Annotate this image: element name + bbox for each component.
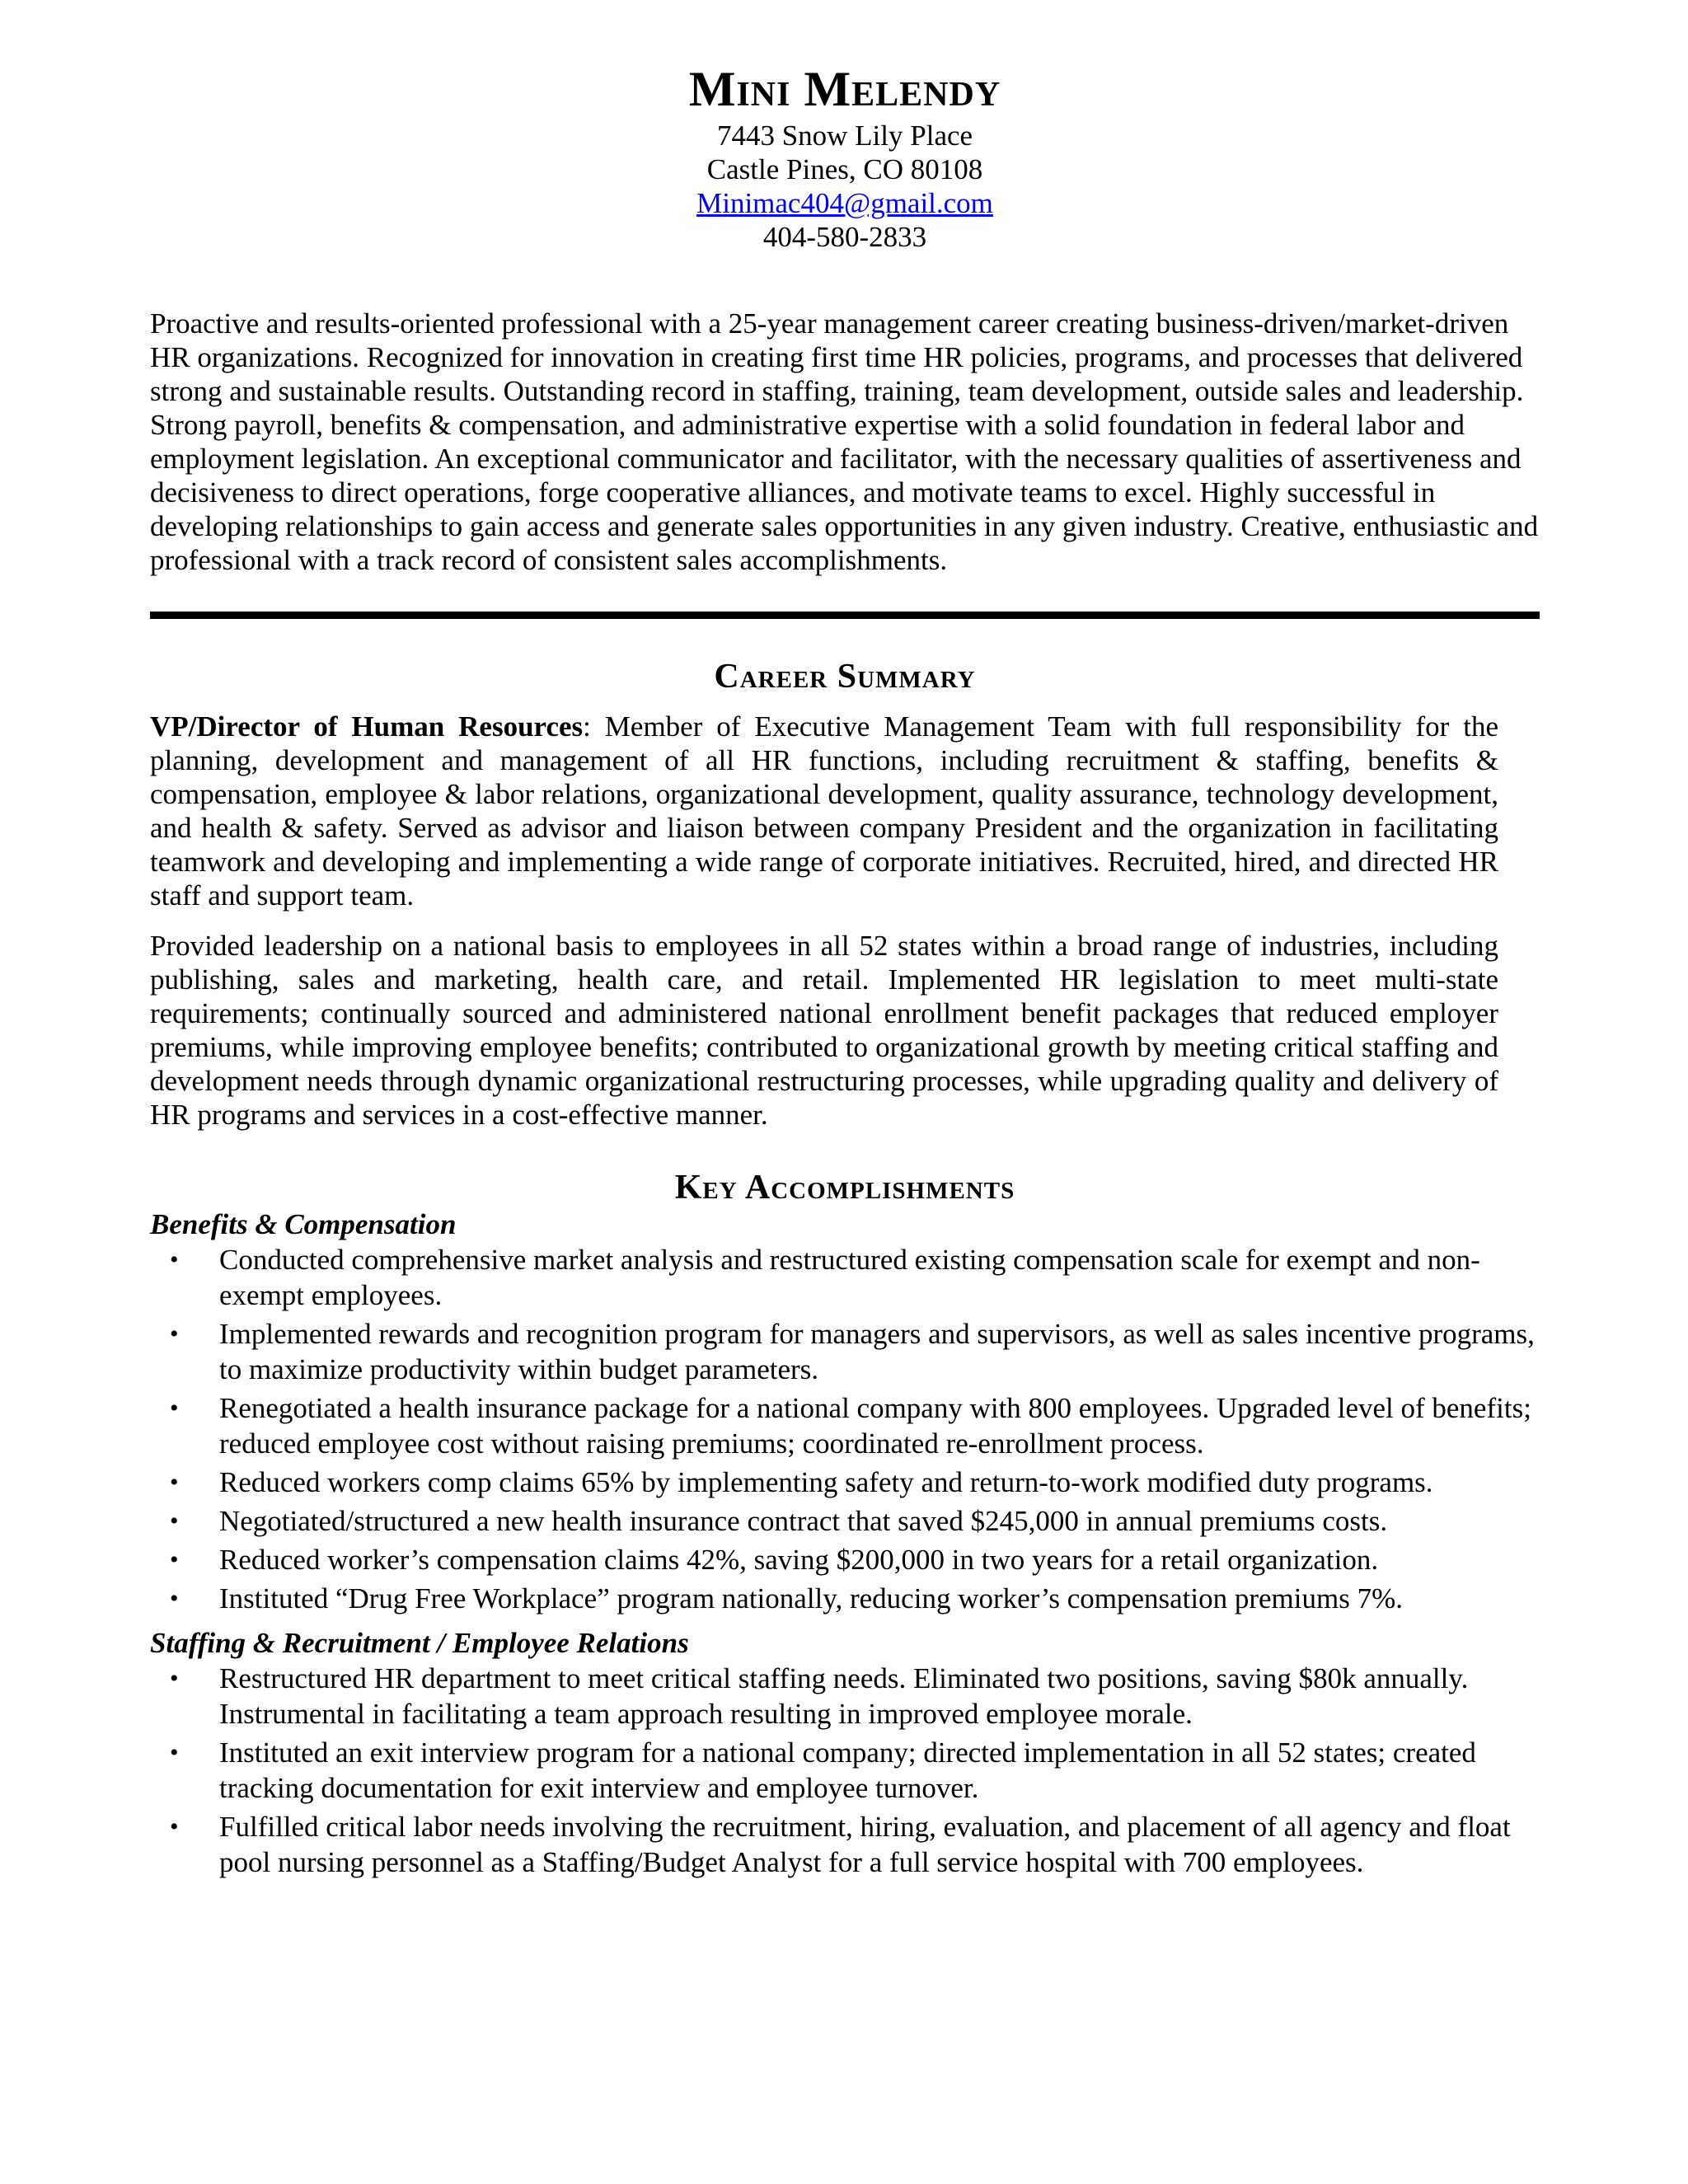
bullet-icon: •: [170, 1320, 179, 1347]
list-item-text: Renegotiated a health insurance package for a national company with 800 employees. Upgraded level of benefits; reduced employee cost without raising premiums; coordinated re-enrollment process.: [219, 1392, 1531, 1460]
key-accomplishments-heading: Key Accomplishments: [674, 1169, 1015, 1207]
bullet-icon: •: [170, 1507, 179, 1535]
list-item-text: Restructured HR department to meet critical staffing needs. Eliminated two positions, saving $80k annually. Instrumental in facilitating a team approach resulting in improved employee morale.: [219, 1662, 1469, 1730]
bullet-icon: •: [170, 1813, 179, 1840]
list-item: [150, 1735, 1540, 1806]
list-item-text: Negotiated/structured a new health insurance contract that saved $245,000 in annual premiums costs.: [219, 1505, 1388, 1537]
list-item-text: Conducted comprehensive market analysis and restructured existing compensation scale for exempt and non-exempt employees.: [219, 1244, 1480, 1311]
list-item: [150, 1316, 1540, 1387]
list-item-text: Reduced worker’s compensation claims 42%, saving $200,000 in two years for a retail organization.: [219, 1544, 1379, 1576]
list-item-text: Fulfilled critical labor needs involving the recruitment, hiring, evaluation, and placement of all agency and float pool nursing personnel as a Staffing/Budget Analyst for a full service hospital with 700 employees.: [219, 1811, 1511, 1878]
bullet-icon: •: [170, 1739, 179, 1766]
benefits-subheading: Benefits & Compensation: [150, 1208, 457, 1240]
address-line-2: Castle Pines, CO 80108: [706, 153, 983, 185]
section-divider: [150, 612, 1540, 619]
resume-header: [150, 59, 1540, 254]
role-description: : Member of Executive Management Team with full responsibility for the planning, development and management of all HR functions, including recruitment & staffing, benefits & compensation, employee & labor relations, organizational development, quality assurance, technology development, and health & safety. Served as advisor and liaison between company President and the organization in facilitating teamwork and developing and implementing a wide range of corporate initiatives. Recruited, hired, and directed HR staff and support team.: [150, 710, 1498, 912]
staffing-list: [150, 1661, 1540, 1880]
career-summary-paragraph-2: Provided leadership on a national basis to employees in all 52 states within a broad range of industries, including publishing, sales and marketing, health care, and retail. Implemented HR legislation to meet multi-state requirements; continually sourced and administered national enrollment benefit packages that reduced employer premiums, while improving employee benefits; contributed to organizational growth by meeting critical staffing and development needs through dynamic organizational restructuring processes, while upgrading quality and delivery of HR programs and services in a cost-effective manner.: [150, 930, 1498, 1131]
role-title: VP/Director of Human Resources: [150, 710, 584, 743]
list-item: [150, 1242, 1540, 1313]
candidate-name: Mini Melendy: [688, 62, 1001, 116]
bullet-icon: •: [170, 1546, 179, 1573]
list-item-text: Instituted an exit interview program for a national company; directed implementation in all 52 states; created tracking documentation for exit interview and employee turnover.: [219, 1736, 1476, 1804]
list-item: [150, 1503, 1540, 1539]
resume-page: [150, 59, 1540, 1883]
list-item: [150, 1581, 1540, 1616]
list-item-text: Reduced workers comp claims 65% by implementing safety and return-to-work modified duty programs.: [219, 1466, 1433, 1498]
staffing-subheading: Staffing & Recruitment / Employee Relations: [150, 1627, 689, 1659]
email-row: [150, 186, 1540, 220]
phone-number: 404-580-2833: [762, 221, 927, 253]
bullet-icon: •: [170, 1585, 179, 1612]
email-link[interactable]: Minimac404@gmail.com: [696, 187, 993, 219]
list-item: [150, 1809, 1540, 1880]
career-summary-paragraph-1: [150, 710, 1498, 912]
address-line-1: 7443 Snow Lily Place: [716, 120, 973, 152]
bullet-icon: •: [170, 1246, 179, 1273]
list-item: [150, 1465, 1540, 1500]
bullet-icon: •: [170, 1665, 179, 1692]
list-item-text: Instituted “Drug Free Workplace” program nationally, reducing worker’s compensation premiums 7%.: [219, 1582, 1403, 1615]
benefits-list: [150, 1242, 1540, 1616]
list-item: [150, 1390, 1540, 1461]
profile-summary: Proactive and results-oriented professional with a 25-year management career creating business-driven/market-driven HR organizations. Recognized for innovation in creating first time HR policies, programs, and processes that delivered strong and sustainable results. Outstanding record in staffing, training, team development, outside sales and leadership. Strong payroll, benefits & compensation, and administrative expertise with a solid foundation in federal labor and employment legislation. An exceptional communicator and facilitator, with the necessary qualities of assertiveness and decisiveness to direct operations, forge cooperative alliances, and motivate teams to excel. Highly successful in developing relationships to gain access and generate sales opportunities in any given industry. Creative, enthusiastic and professional with a track record of consistent sales accomplishments.: [150, 307, 1539, 576]
list-item: [150, 1661, 1540, 1732]
career-summary-heading: Career Summary: [714, 658, 976, 696]
list-item: [150, 1542, 1540, 1577]
bullet-icon: •: [170, 1394, 179, 1422]
list-item-text: Implemented rewards and recognition program for managers and supervisors, as well as sales incentive programs, to maximize productivity within budget parameters.: [219, 1318, 1535, 1385]
bullet-icon: •: [170, 1469, 179, 1496]
